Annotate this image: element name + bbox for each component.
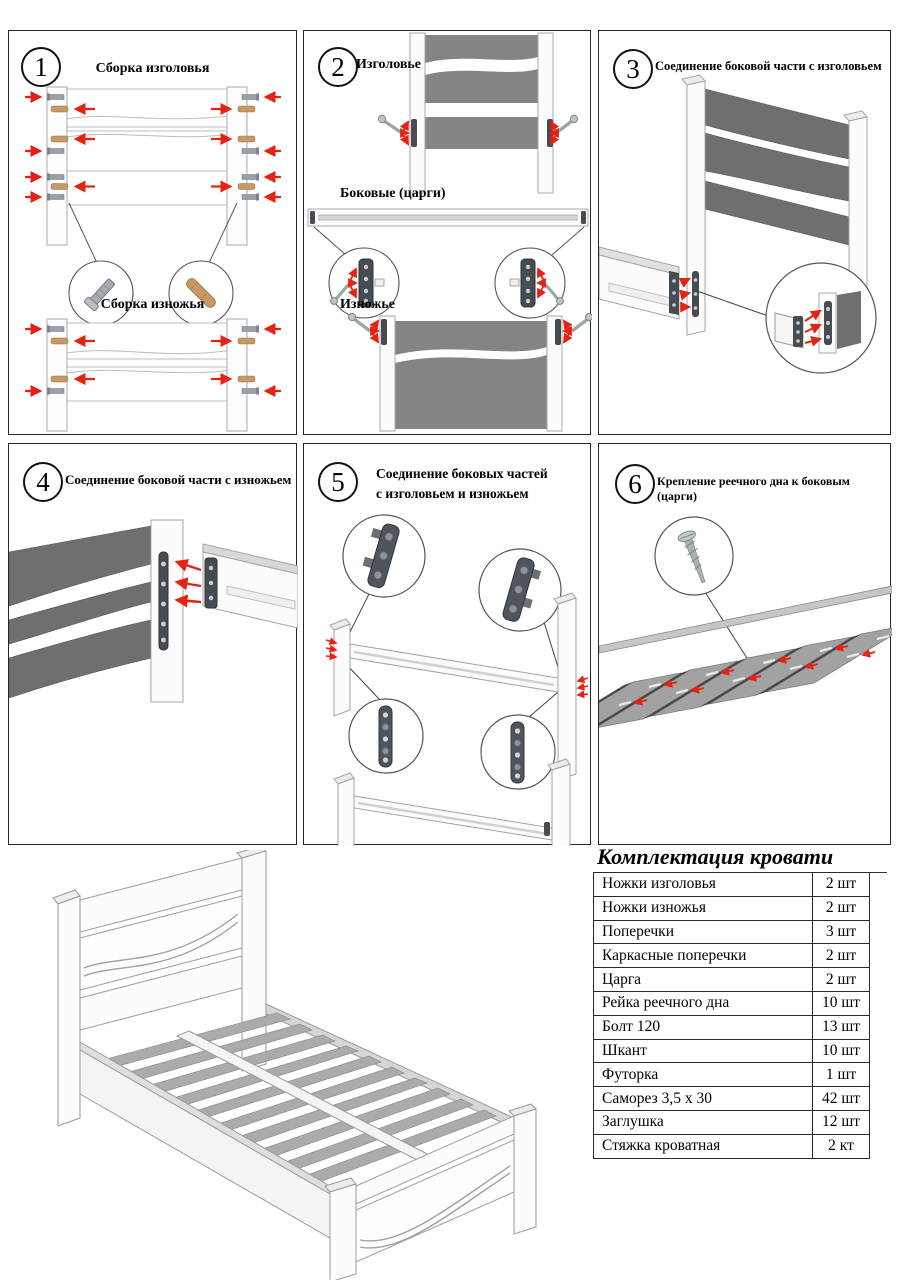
table-row [594,1063,870,1087]
step-3-number: 3 [613,49,653,89]
step-1-title: Сборка изголовья [95,61,210,76]
table-row [594,896,870,920]
rails-to-ends-diagram [304,444,592,846]
step-1-panel [8,30,297,435]
assembled-bed-figure [20,850,590,1280]
step-2-number: 2 [318,47,358,87]
table-row [594,1134,870,1158]
part-qty: 10 шт [813,991,870,1015]
headboard-slats [705,89,849,245]
step-5-panel [303,443,591,845]
side-rails-label: Боковые (царги) [340,186,446,201]
headboard-right-post [538,33,553,193]
callout-line [528,692,558,718]
bracket-strip-icon [159,552,168,650]
bracket-strip-icon [381,319,387,345]
footboard-slats [9,526,151,698]
part-name: Ножки изножья [594,896,813,920]
footboard-right-post [227,319,247,431]
headboard-footboard-assembly-diagram [9,31,298,436]
footboard-boards [67,323,239,401]
table-row [594,1110,870,1134]
part-name: Саморез 3,5 x 30 [594,1087,813,1111]
footboard-panels [395,321,547,429]
table-row [594,1015,870,1039]
headboard-panels [425,35,538,149]
part-qty: 2 шт [813,968,870,992]
callout-line [552,227,584,255]
part-qty: 2 шт [813,896,870,920]
step-4-panel [8,443,297,845]
callout-line [697,291,771,317]
step-3-panel [598,30,891,435]
headboard-label: Изголовье [356,57,422,72]
part-qty: 1 шт [813,1063,870,1087]
step-5-number: 5 [318,462,358,502]
side-rail [203,544,298,628]
part-name: Рейка реечного дна [594,991,813,1015]
table-row [594,944,870,968]
flat-plate-icon [511,722,524,783]
table-row [594,968,870,992]
part-qty: 10 шт [813,1039,870,1063]
part-qty: 2 шт [813,944,870,968]
footboard-left-post [47,319,67,431]
table-row [594,1087,870,1111]
side-rail [308,209,588,226]
part-qty: 12 шт [813,1110,870,1134]
part-name: Футорка [594,1063,813,1087]
step-1-subtitle: Сборка изножья [100,297,205,312]
step-4-number: 4 [23,462,63,502]
table-row [594,920,870,944]
step-4-title: Соединение боковой части с изножьем [65,472,292,487]
step-5-title-line1: Соединение боковых частей [376,466,548,481]
part-name: Стяжка кроватная [594,1134,813,1158]
rail-to-footboard-diagram [9,444,298,846]
part-qty: 2 кт [813,1134,870,1158]
part-name: Царга [594,968,813,992]
part-name: Поперечки [594,920,813,944]
slats-fastening-diagram [599,444,892,846]
part-name: Каркасные поперечки [594,944,813,968]
step-2-panel [303,30,591,435]
part-name: Шкант [594,1039,813,1063]
callout-line [346,664,380,700]
part-name: Ножки изголовья [594,873,813,897]
footboard-label: Изножье [340,297,396,312]
callout-line [69,203,97,263]
table-row [594,1039,870,1063]
callout-line [314,227,346,255]
part-name: Болт 120 [594,1015,813,1039]
kit-title: Комплектация кровати [597,844,887,873]
flat-plate-icon [379,706,392,767]
bracket-strip-icon [555,319,561,345]
table-row [594,873,870,897]
step-6-panel [598,443,891,845]
step-5-title-line2: с изголовьем и изножьем [376,486,529,501]
step-3-title: Соединение боковой части с изголовьем [655,59,882,73]
side-rail [599,247,679,319]
part-name: Заглушка [594,1110,813,1134]
part-qty: 13 шт [813,1015,870,1039]
part-qty: 3 шт [813,920,870,944]
rail-to-headboard-diagram [599,31,892,436]
step-1-number: 1 [21,47,61,87]
bracket-strip-icon [411,119,417,147]
step-6-number: 6 [615,464,655,504]
part-qty: 2 шт [813,873,870,897]
table-row [594,991,870,1015]
kit-table [593,872,870,1159]
part-qty: 42 шт [813,1087,870,1111]
step-6-title: Крепление реечного дна к боковым (царги) [657,474,850,503]
headboard-rails-footboard-diagram [304,31,592,436]
